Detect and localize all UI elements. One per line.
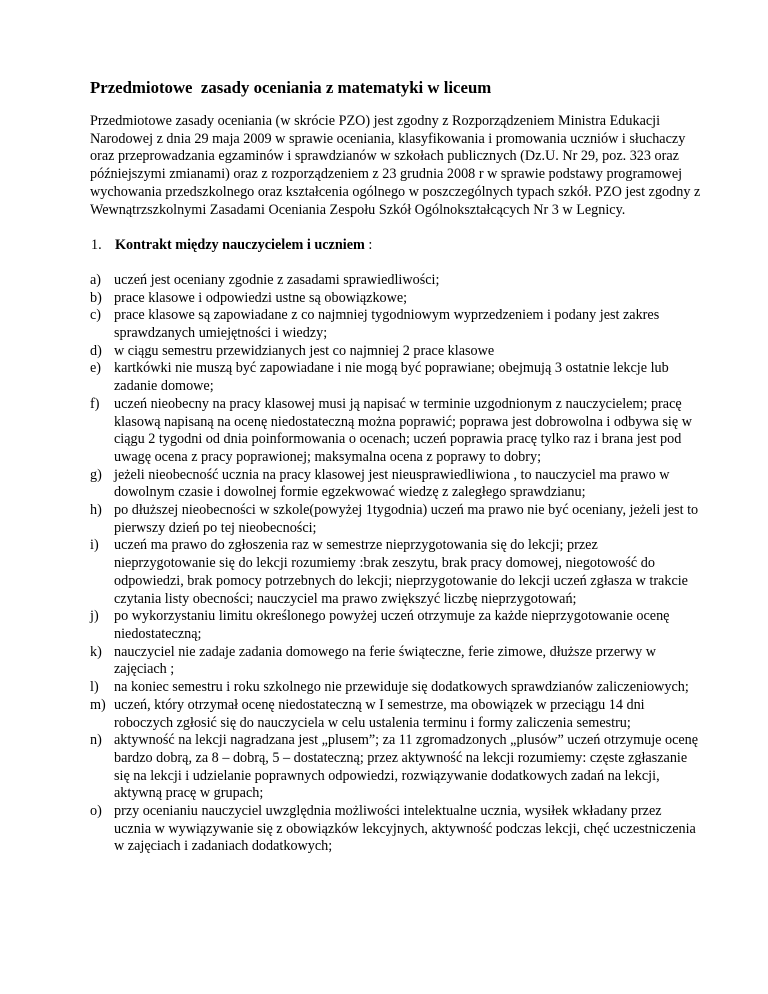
document-title: Przedmiotowe zasady oceniania z matematyki w liceum <box>90 78 492 97</box>
list-item-marker: e) <box>90 360 102 377</box>
list-item-text: po wykorzystaniu limitu określonego powyżej uczeń otrzymuje za każde nieprzygotowanie ocenę niedostateczną; <box>114 608 670 642</box>
list-item <box>90 732 702 803</box>
list-item-text: prace klasowe i odpowiedzi ustne są obowiązkowe; <box>114 289 408 306</box>
section-title-suffix: : <box>364 237 373 254</box>
list-item <box>90 396 702 467</box>
list-item-marker: f) <box>90 395 100 412</box>
list-item-marker: m) <box>90 696 106 713</box>
list-item-marker: i) <box>90 537 99 554</box>
list-item-text: nauczyciel nie zadaje zadania domowego na ferie świąteczne, ferie zimowe, dłuższe przerwy w zajęciach ; <box>114 643 656 678</box>
list-item-marker: g) <box>90 466 102 483</box>
list-item <box>90 803 702 856</box>
list-item-marker: h) <box>90 502 102 519</box>
list-item-text: uczeń, który otrzymał ocenę niedostateczną w I semestrze, ma obowiązek w przeciągu 14 dni roboczych zgłosić się do nauczyciela w celu ustalenia terminu i formy zaliczenia semestru; <box>114 696 645 731</box>
list-item-text: prace klasowe są zapowiadane z co najmniej tygodniowym wyprzedzeniem i podany jest zakres sprawdzanych umiejętności i wiedzy; <box>114 307 660 342</box>
list-item <box>90 467 702 502</box>
list-item <box>90 343 702 361</box>
section-heading <box>91 237 702 255</box>
list-item-marker: o) <box>90 803 102 820</box>
list-item-text: przy ocenianiu nauczyciel uwzględnia możliwości intelektualne ucznia, wysiłek wkładany przez ucznia w wywiązywanie się z obowiązków lekcyjnych, aktywność podczas lekcji, chęć uczestniczenia w zajęciach i zadaniach dodatkowych; <box>114 803 696 855</box>
list-item <box>90 290 702 308</box>
intro-paragraph: Przedmiotowe zasady oceniania (w skrócie PZO) jest zgodny z Rozporządzeniem Ministra Edukacji Narodowej z dnia 29 maja 2009 w sprawie oceniania, klasyfikowania i promowania uczniów i słuchaczy oraz przeprowadzania egzaminów i sprawdzianów w szkołach publicznych (Dz.U. Nr 29, poz. 323 oraz późniejszymi zmianami) oraz z rozporządzeniem z 23 grudnia 2008 r w sprawie podstawy programowej wychowania przedszkolnego oraz kształcenia ogólnego w poszczególnych typach szkół. PZO jest zgodny z Wewnątrzszkolnymi Zasadami Oceniania Zespołu Szkół Ogólnokształcących Nr 3 w Legnicy. <box>90 113 701 218</box>
list-item <box>90 679 702 697</box>
list-item <box>90 644 702 679</box>
list-item-text: na koniec semestru i roku szkolnego nie przewiduje się dodatkowych sprawdzianów zaliczeniowych; <box>114 679 689 696</box>
list-item <box>90 537 702 608</box>
list-item <box>90 608 702 643</box>
list-item-marker: a) <box>90 271 102 288</box>
list-item-marker: b) <box>90 289 102 306</box>
list-item-marker: j) <box>90 608 99 625</box>
list-item-text: po dłuższej nieobecności w szkole(powyżej 1tygodnia) uczeń ma prawo nie być oceniany, jeżeli jest to pierwszy dzień po tej nieobecności; <box>114 502 699 536</box>
list-item-marker: n) <box>90 732 102 749</box>
list-item-marker: d) <box>90 342 102 359</box>
list-item-marker: l) <box>90 679 99 696</box>
list-item-text: w ciągu semestru przewidzianych jest co najmniej 2 prace klasowe <box>114 342 495 359</box>
list-item-text: uczeń jest oceniany zgodnie z zasadami sprawiedliwości; <box>114 271 440 288</box>
list-item <box>90 502 702 537</box>
list-item <box>90 360 702 395</box>
list-item-text: uczeń ma prawo do zgłoszenia raz w semestrze nieprzygotowania się do lekcji; przez nieprzygotowanie się do lekcji rozumiemy :brak zeszytu, brak pracy domowej, niegotowość do odpowiedzi, brak pomocy potrzebnych do lekcji; nieprzygotowanie do lekcji uczeń zgłasza w trakcie czytania listy obecności; nauczyciel ma prawo zwiększyć liczbę nieprzygotowań; <box>114 537 688 607</box>
section-number: 1. <box>91 237 102 254</box>
list-item-text: kartkówki nie muszą być zapowiadane i nie mogą być poprawiane; obejmują 3 ostatnie lekcje lub zadanie domowe; <box>114 360 669 395</box>
list-item <box>90 272 702 290</box>
section-heading-text <box>115 237 372 255</box>
section-title: Kontrakt między nauczycielem i uczniem <box>115 237 365 254</box>
list-item-text: aktywność na lekcji nagradzana jest „plusem”; za 11 zgromadzonych „plusów” uczeń otrzymuje ocenę bardzo dobrą, za 8 – dobrą, 5 – dostateczną; przez aktywność na lekcji rozumiemy: częste zgłaszanie się na lekcji i udzielanie poprawnych odpowiedzi, rozwiązywanie dodatkowych zadań na lekcji, aktywną pracę w grupach; <box>114 732 699 802</box>
document-page <box>90 78 702 856</box>
list-item-marker: k) <box>90 643 102 660</box>
list-item-marker: c) <box>90 307 102 324</box>
list-item <box>90 307 702 342</box>
rules-list <box>90 272 702 856</box>
list-item <box>90 697 702 732</box>
list-item-text: uczeń nieobecny na pracy klasowej musi ją napisać w terminie uzgodnionym z nauczycielem; pracę klasową napisaną na ocenę niedostateczną można poprawić; poprawa jest dobrowolna i odbywa się w ciągu 2 tygodni od dnia poinformowania o ocenach; uczeń poprawia pracę tylko raz i brana jest pod uwagę ocena z pracy poprawionej; maksymalna ocena z poprawy to dobry; <box>114 395 692 465</box>
list-item-text: jeżeli nieobecność ucznia na pracy klasowej jest nieusprawiedliwiona , to nauczyciel ma prawo w dowolnym czasie i dowolnej formie egzekwować wiedzę z zaległego sprawdzianu; <box>114 466 670 501</box>
